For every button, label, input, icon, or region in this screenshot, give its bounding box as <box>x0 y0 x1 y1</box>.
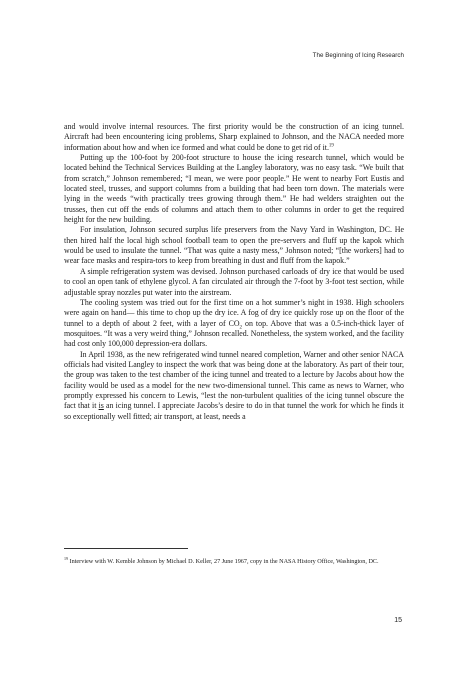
footnote-text: Interview with W. Kemble Johnson by Michael D. Keller, 27 June 1967, copy in the NASA History Office, Washington, DC. <box>68 558 379 565</box>
paragraph-3-text: For insulation, Johnson secured surplus life preservers from the Navy Yard in Washington, DC. He then hired half the local high school football team to open the pre-servers and fluff up the kapok which would be used to insulate the tunnel. “That was quite a nasty mess,” Johnson noted; “[the workers] had to wear face masks and respira-tors to keep from breathing in dust and fluff from the kapok.” <box>64 225 404 266</box>
footnote-reference: 19 <box>328 143 334 149</box>
footnote-divider <box>64 548 188 549</box>
footnote <box>64 555 404 566</box>
co2-subscript: 2 <box>239 325 243 331</box>
paragraph-6 <box>64 350 404 422</box>
paragraph-4 <box>64 267 404 298</box>
paragraph-5 <box>64 298 404 350</box>
paragraph-1 <box>64 122 404 153</box>
paragraph-5-text-b: on top. Above that was a 0.5-inch-thick layer of mosquitoes. “It was a very weird thing,” Johnson recalled. Nonetheless, the system worked, and the facility had cost only 100,000 depression-era dollars. <box>64 318 404 349</box>
paragraph-6-text-b: an icing tunnel. I appreciate Jacobs’s desire to do in that tunnel the work for which he finds it so exceptionally well fitted; air transport, at least, needs a <box>64 401 404 421</box>
emphasis-underline: is <box>98 401 104 411</box>
paragraph-1-text: and would involve internal resources. The first priority would be the construction of an icing tunnel. Aircraft had been encountering icing problems, Sharp explained to Johnson, and the NACA needed more information about how and when ice formed and what could be done to get rid of it. <box>64 122 404 152</box>
body-text <box>64 122 404 422</box>
paragraph-2 <box>64 153 404 225</box>
footnote-number: 19 <box>64 555 68 561</box>
page-number: 15 <box>394 617 402 624</box>
paragraph-6-text-a: In April 1938, as the new refrigerated wind tunnel neared completion, Warner and other senior NACA officials had visited Langley to inspect the work that was being done at the laboratory. As part of their tour, the group was taken to the test chamber of the icing tunnel and treated to a lecture by Jacobs about how the facility would be used as a model for the new two-dimensional tunnel. This came as news to Warner, who promptly expressed his concern to Lewis, “lest the non-turbulent qualities of the icing tunnel obscure the fact that it <box>64 349 404 411</box>
paragraph-2-text: Putting up the 100-foot by 200-foot structure to house the icing research tunnel, which would be located behind the Technical Services Building at the Langley laboratory, was no easy task. “We built that from scratch,” Johnson remembered; “I mean, we were poor people.” He went to nearby Fort Eustis and located steel, trusses, and support columns from a building that had been torn down. The materials were lying in the weeds “with practically trees growing through them.” He had welders straighten out the trusses, then cut off the ends of columns and attach them to other columns in order to get the required height for the new building. <box>64 153 404 225</box>
paragraph-4-text: A simple refrigeration system was devised. Johnson purchased carloads of dry ice that would be used to cool an open tank of ethylene glycol. A fan circulated air through the 7-foot by 3-foot test section, while adjustable spray nozzles put water into the airstream. <box>64 266 404 297</box>
paragraph-3 <box>64 225 404 266</box>
paragraph-5-text-a: The cooling system was tried out for the first time on a hot summer’s night in 1938. High schoolers were again on hand— this time to chop up the dry ice. A fog of dry ice quickly rose up on the floor of the tunnel to a depth of about 2 feet, with a layer of CO <box>64 297 404 328</box>
running-head: The Beginning of Icing Research <box>312 52 404 59</box>
